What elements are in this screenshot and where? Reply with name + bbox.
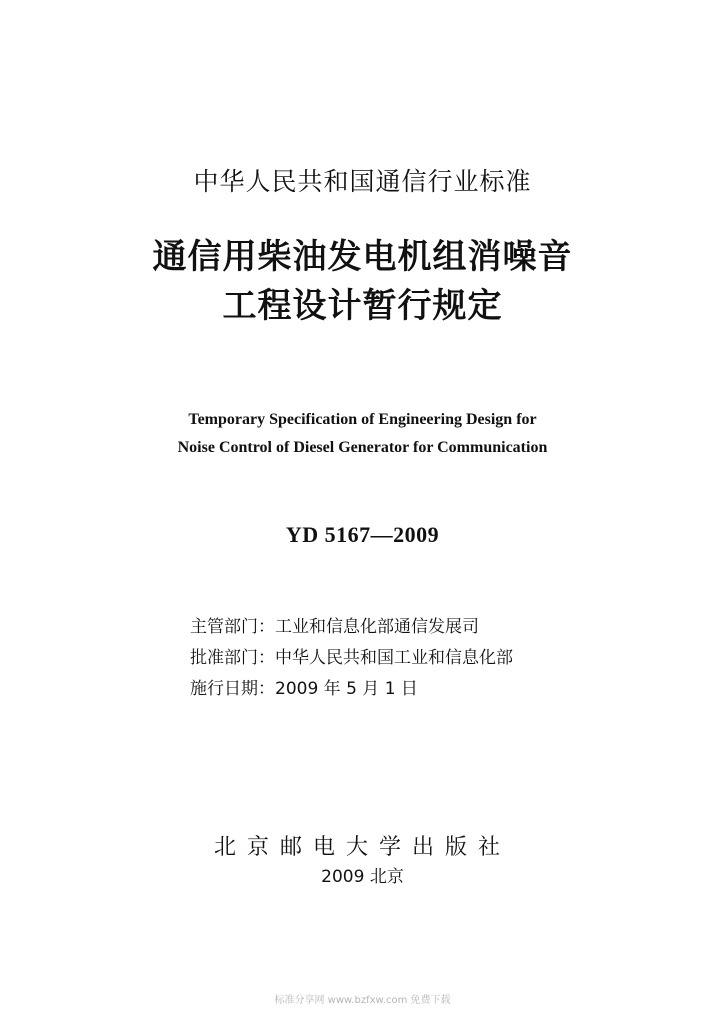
en-title-line2: Noise Control of Diesel Generator for Communication	[177, 439, 548, 456]
cn-title-line1: 通信用柴油发电机组消噪音	[152, 237, 573, 277]
publish-info: 2009 北京	[321, 867, 404, 887]
approving-dept: 批准部门：中华人民共和国工业和信息化部	[190, 648, 513, 668]
effective-date: 施行日期：2009 年 5 月 1 日	[190, 679, 418, 699]
org-title: 中华人民共和国通信行业标准	[193, 167, 532, 196]
standard-number: YD 5167—2009	[285, 522, 440, 547]
watermark: 标准分享网 www.bzfxw.com 免费下载	[274, 995, 451, 1006]
publisher: 北京邮电大学出版社	[213, 835, 511, 860]
cn-title-line2: 工程设计暂行规定	[222, 286, 503, 326]
supervising-dept: 主管部门：工业和信息化部通信发展司	[190, 617, 479, 637]
en-title-line1: Temporary Specification of Engineering Design for	[188, 411, 537, 428]
